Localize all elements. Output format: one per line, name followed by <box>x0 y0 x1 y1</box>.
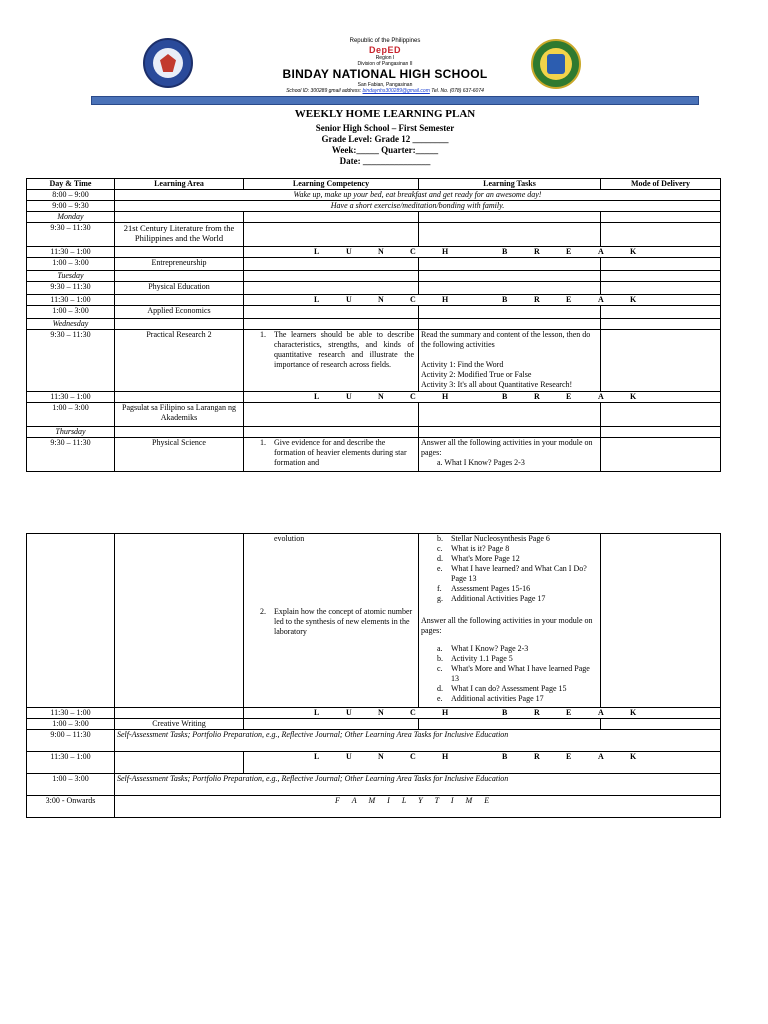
time-cell: 1:00 – 3:00 <box>27 306 115 319</box>
deped-logo-text: DepED <box>368 45 401 55</box>
competency-cell: evolution 2. Explain how the concept of atomic number led to the synthesis of new elements in the laboratory <box>244 534 419 708</box>
table-row <box>27 534 721 708</box>
self-assessment-cell: Self-Assessment Tasks; Portfolio Preparation, e.g., Reflective Journal; Other Learning Area Tasks for Inclusive Education <box>115 730 721 752</box>
table-row <box>27 282 721 295</box>
table-row <box>27 223 721 247</box>
tasks-cell: b. Stellar Nucleosynthesis Page 6 c. What is it? Page 8 d. What's More Page 12 e. What I have learned? and What Can I Do? Page 13 f. Assessment Pages 15-16 g. Additional Activities Page 17 Answer all the following activities in your module on pages: a. What I Know? Page 2-3 b. Activity 1.1 Page 5 c. What's More and What I have learned Page 13 d. What I can do? Assessment Page 15 e. Additional activities Page 17 <box>419 534 601 708</box>
table-row <box>27 212 721 223</box>
time-cell: 1:00 – 3:00 <box>27 258 115 271</box>
time-cell: 1:00 – 3:00 <box>27 719 115 730</box>
competency-cell: 1. The learners should be able to describe characteristics, strengths, and kinds of quantitative research and illustrate the importance of research across fields. <box>244 330 419 392</box>
table-row <box>27 730 721 752</box>
table-row <box>27 190 721 201</box>
table-row <box>27 247 721 258</box>
learning-area-cell: Pagsulat sa Filipino sa Larangan ng Akademiks <box>115 403 244 427</box>
column-header: Learning Area <box>115 179 244 190</box>
lunch-break-banner: L U N C H B R E A K <box>244 708 721 719</box>
day-label: Thursday <box>27 427 115 438</box>
learning-area-cell: Physical Education <box>115 282 244 295</box>
column-header: Learning Competency <box>244 179 419 190</box>
table-header-row <box>27 179 721 190</box>
tasks-cell: Answer all the following activities in your module on pages: a. What I Know? Pages 2-3 <box>419 438 601 472</box>
table-row <box>27 774 721 796</box>
region-label: Region I <box>375 55 395 61</box>
time-cell: 9:30 – 11:30 <box>27 438 115 472</box>
table-row <box>27 708 721 719</box>
table-row <box>27 719 721 730</box>
column-header: Day & Time <box>27 179 115 190</box>
day-label: Wednesday <box>27 319 115 330</box>
learning-area-cell: Applied Economics <box>115 306 244 319</box>
time-cell: 11:30 – 1:00 <box>27 752 115 774</box>
time-cell: 9:00 – 9:30 <box>27 201 115 212</box>
time-cell: 3:00 - Onwards <box>27 796 115 818</box>
grade-level: Grade Level: Grade 12 ________ <box>321 134 449 144</box>
table-row <box>27 306 721 319</box>
self-assessment-cell: Self-Assessment Tasks; Portfolio Preparation, e.g., Reflective Journal; Other Learning Area Tasks for Inclusive Education <box>115 774 721 796</box>
header-divider-bar <box>91 96 699 105</box>
lunch-break-banner: L U N C H B R E A K <box>244 247 721 258</box>
learning-area-cell: Entrepreneurship <box>115 258 244 271</box>
school-name: BINDAY NATIONAL HIGH SCHOOL <box>282 67 488 81</box>
time-cell: 11:30 – 1:00 <box>27 247 115 258</box>
school-contact: School ID: 300289 gmail address: bindaynhs300289@gmail.com Tel. No. (078) 637-6074 <box>286 88 484 94</box>
tasks-cell: Read the summary and content of the lesson, then do the following activities Activity 1: Find the Word Activity 2: Modified True or False Activity 3: It's all about Quantitative Research! <box>419 330 601 392</box>
table-row <box>27 330 721 392</box>
table-row <box>27 427 721 438</box>
activity-cell: Wake up, make up your bed, eat breakfast and get ready for an awesome day! <box>115 190 721 201</box>
time-cell: 9:30 – 11:30 <box>27 330 115 392</box>
school-address: San Fabian, Pangasinan <box>357 82 413 88</box>
table-row <box>27 752 721 774</box>
division-label: Division of Pangasinan II <box>357 61 413 67</box>
learning-area-cell: Physical Science <box>115 438 244 472</box>
competency-cell: 1. Give evidence for and describe the formation of heavier elements during star formation and <box>244 438 419 472</box>
email-link[interactable]: bindaynhs300289@gmail.com <box>362 88 430 94</box>
lunch-break-banner: L U N C H B R E A K <box>244 392 721 403</box>
learning-area-cell: 21st Century Literature from the Philippines and the World <box>115 223 244 247</box>
table-row <box>27 295 721 306</box>
activity-cell: Have a short exercise/meditation/bonding with family. <box>115 201 721 212</box>
table-row <box>27 796 721 818</box>
time-cell: 9:30 – 11:30 <box>27 223 115 247</box>
column-header: Learning Tasks <box>419 179 601 190</box>
table-row <box>27 438 721 472</box>
lunch-break-banner: L U N C H B R E A K <box>244 752 721 774</box>
table-row <box>27 271 721 282</box>
time-cell: 11:30 – 1:00 <box>27 708 115 719</box>
learning-area-cell: Practical Research 2 <box>115 330 244 392</box>
learning-plan-table-continued <box>26 533 721 818</box>
time-cell: 9:00 – 11:30 <box>27 730 115 752</box>
table-row <box>27 392 721 403</box>
week-quarter: Week:_____ Quarter:_____ <box>331 145 439 155</box>
family-time-banner: F A M I L Y T I M E <box>115 796 721 818</box>
learning-area-cell: Creative Writing <box>115 719 244 730</box>
plan-date: Date: _______________ <box>339 156 431 166</box>
day-label: Monday <box>27 212 115 223</box>
time-cell: 11:30 – 1:00 <box>27 295 115 306</box>
time-cell: 9:30 – 11:30 <box>27 282 115 295</box>
table-row <box>27 319 721 330</box>
time-cell: 8:00 – 9:00 <box>27 190 115 201</box>
deped-seal-logo <box>143 38 193 88</box>
time-cell: 1:00 – 3:00 <box>27 403 115 427</box>
learning-plan-table <box>26 178 721 472</box>
plan-title: WEEKLY HOME LEARNING PLAN <box>294 108 476 120</box>
day-label: Tuesday <box>27 271 115 282</box>
table-row <box>27 403 721 427</box>
table-row <box>27 258 721 271</box>
plan-subtitle: Senior High School – First Semester <box>315 123 455 133</box>
lunch-break-banner: L U N C H B R E A K <box>244 295 721 306</box>
table-row <box>27 201 721 212</box>
time-cell: 11:30 – 1:00 <box>27 392 115 403</box>
school-seal-logo <box>531 39 581 89</box>
time-cell: 1:00 – 3:00 <box>27 774 115 796</box>
column-header: Mode of Delivery <box>601 179 721 190</box>
republic-label: Republic of the Philippines <box>349 38 421 44</box>
